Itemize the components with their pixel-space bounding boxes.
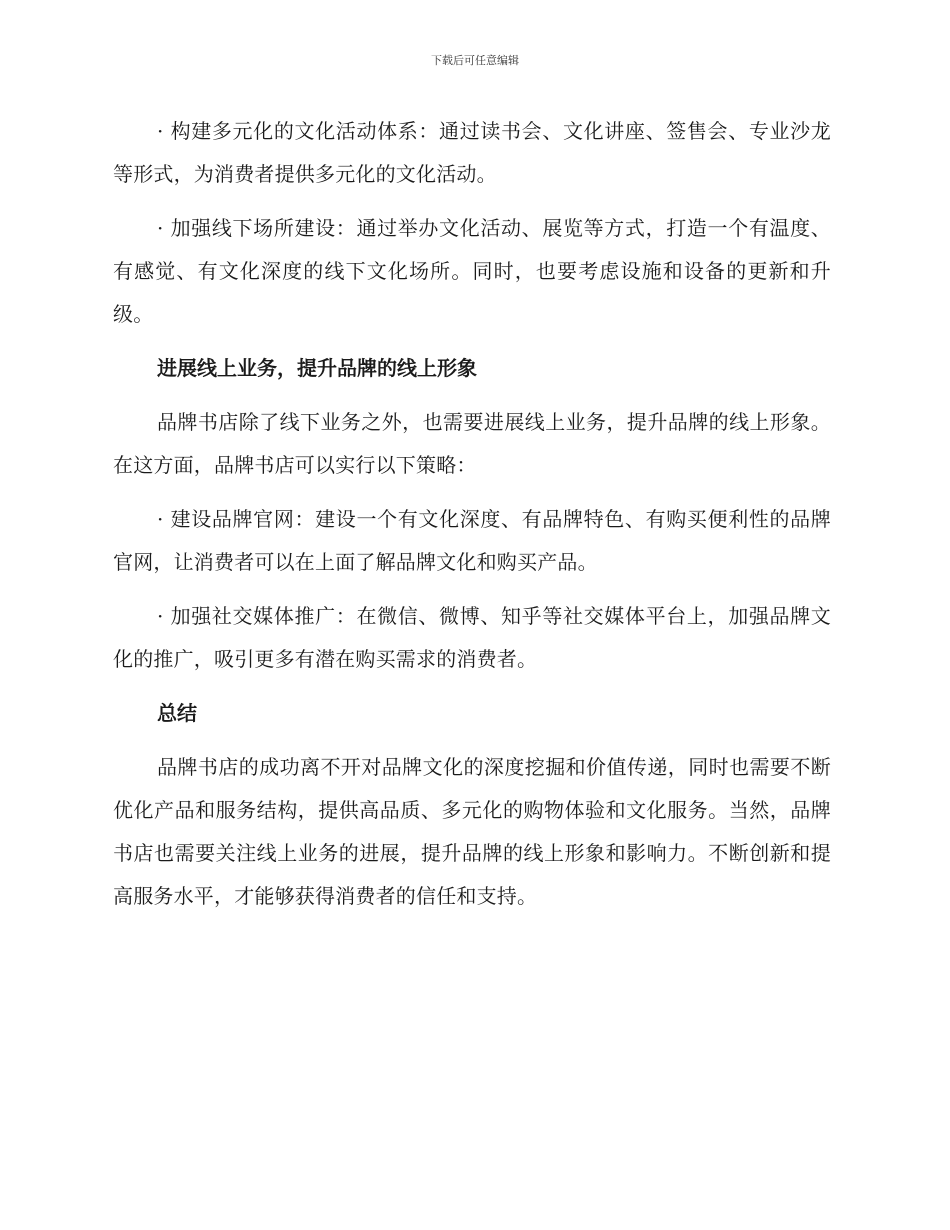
page-header: 下载后可任意编辑 bbox=[431, 54, 519, 67]
paragraph-summary: 品牌书店的成功离不开对品牌文化的深度挖掘和价值传递，同时也需要不断优化产品和服务结构，提供高品质、多元化的购物体验和文化服务。当然，品牌书店也需要关注线上业务的进展，提升品牌的线上形象和影响力。不断创新和提高服务水平，才能够获得消费者的信任和支持。 bbox=[113, 755, 831, 908]
bullet-paragraph-official-website: · 建设品牌官网：建设一个有文化深度、有品牌特色、有购买便利性的品牌官网，让消费者可以在上面了解品牌文化和购买产品。 bbox=[113, 507, 831, 574]
section-heading-online-business: 进展线上业务，提升品牌的线上形象 bbox=[157, 356, 477, 380]
section-heading-summary: 总结 bbox=[157, 701, 197, 725]
document-body bbox=[113, 110, 831, 918]
paragraph-online-intro: 品牌书店除了线下业务之外，也需要进展线上业务，提升品牌的线上形象。在这方面，品牌书店可以实行以下策略： bbox=[113, 410, 831, 477]
bullet-paragraph-social-media: · 加强社交媒体推广：在微信、微博、知乎等社交媒体平台上，加强品牌文化的推广，吸引更多有潜在购买需求的消费者。 bbox=[113, 604, 831, 671]
bullet-paragraph-offline-venue: · 加强线下场所建设：通过举办文化活动、展览等方式，打造一个有温度、有感觉、有文化深度的线下文化场所。同时，也要考虑设施和设备的更新和升级。 bbox=[113, 216, 831, 326]
bullet-paragraph-cultural-activities: · 构建多元化的文化活动体系：通过读书会、文化讲座、签售会、专业沙龙等形式，为消费者提供多元化的文化活动。 bbox=[113, 119, 831, 186]
